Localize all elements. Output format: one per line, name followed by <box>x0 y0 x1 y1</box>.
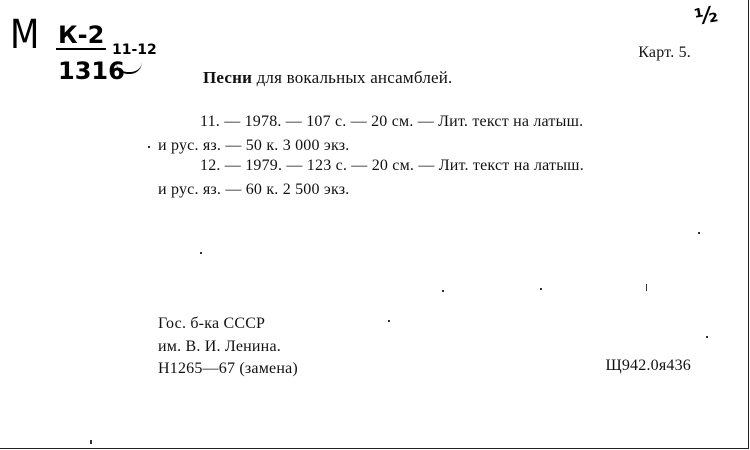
library-name-line-1: Гос. б-ка СССР <box>158 315 266 332</box>
handwritten-letter: М <box>10 12 40 58</box>
handwritten-volumes: 11-12 <box>112 42 157 58</box>
title-bold: Песни <box>203 68 253 87</box>
speck <box>540 288 542 290</box>
speck <box>698 232 700 234</box>
speck <box>90 440 92 444</box>
speck <box>148 146 150 148</box>
card-title <box>203 68 453 88</box>
handwritten-corner-mark: ½ <box>693 2 720 31</box>
speck <box>388 320 390 322</box>
library-reference: Н1265—67 (замена) <box>158 360 298 377</box>
speck <box>706 336 708 338</box>
entry-12-line-1: 12. — 1979. — 123 с. — 20 см. — Лит. текст на латыш. <box>200 157 584 174</box>
speck <box>646 284 647 291</box>
classification-code: Щ942.0я436 <box>605 357 691 374</box>
entry-11-line-1: 11. — 1978. — 107 с. — 20 см. — Лит. текст на латыш. <box>200 113 584 130</box>
handwritten-shelf-mark: К-2 <box>58 21 105 49</box>
entry-12-line-2: и рус. яз. — 60 к. 2 500 экз. <box>158 181 350 198</box>
library-name-line-2: им. В. И. Ленина. <box>158 338 281 355</box>
handwritten-number: 1316 <box>58 57 125 85</box>
speck <box>200 252 202 254</box>
speck <box>442 290 444 292</box>
title-rest: для вокальных ансамблей. <box>252 68 453 87</box>
entry-11-line-2: и рус. яз. — 50 к. 3 000 экз. <box>158 137 350 154</box>
card-number: Карт. 5. <box>638 44 691 61</box>
